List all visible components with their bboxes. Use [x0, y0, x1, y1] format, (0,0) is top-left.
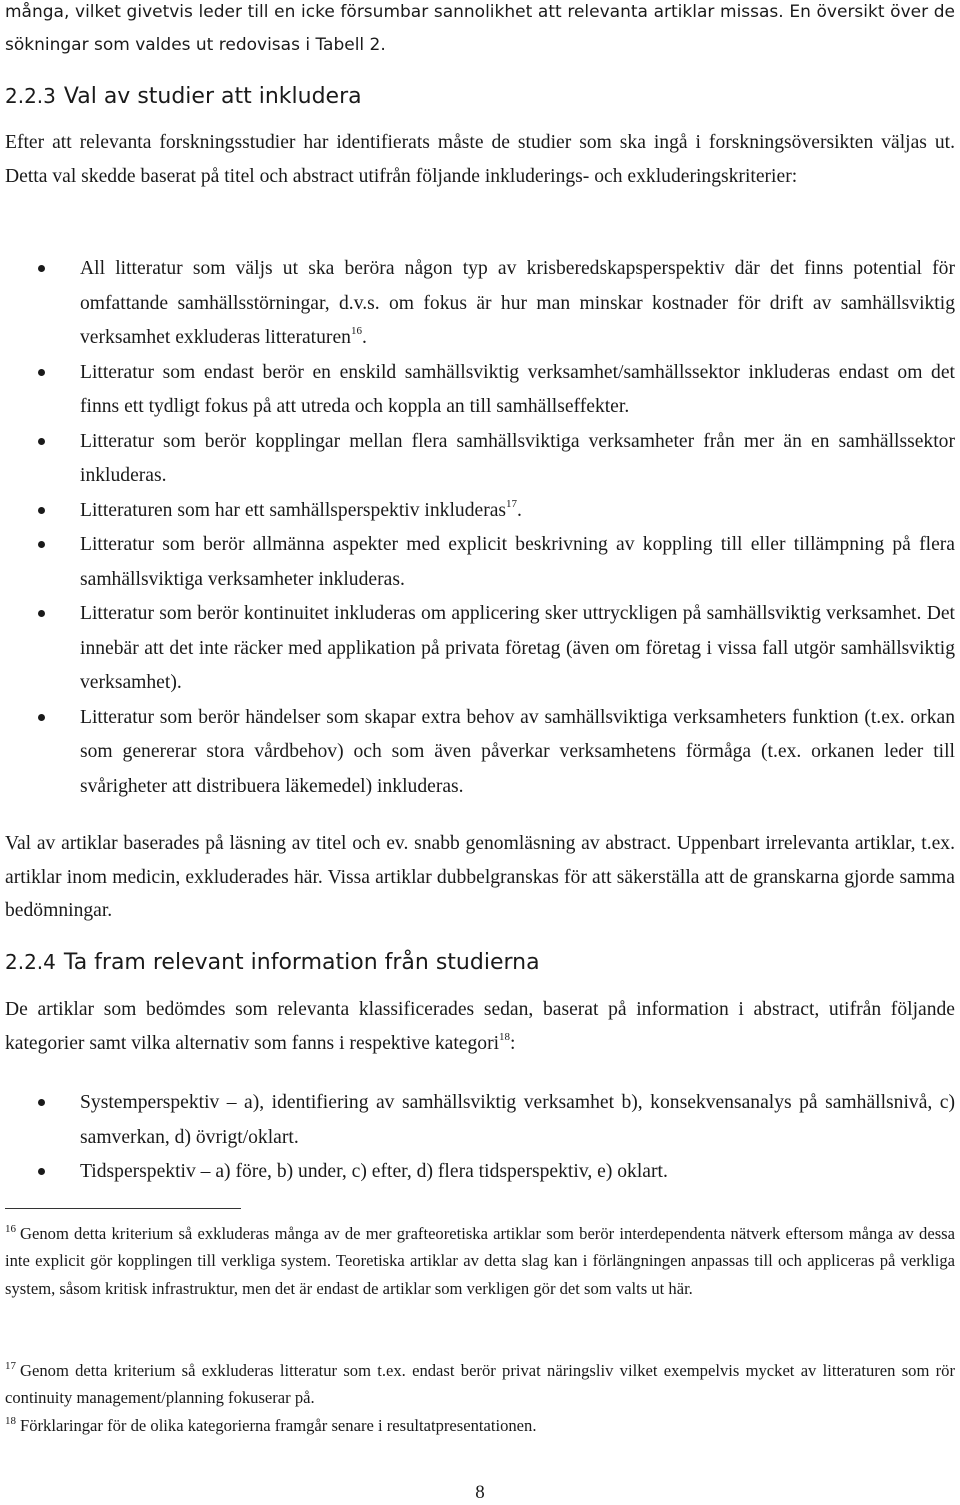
footnote-ref[interactable]: 18	[499, 1030, 511, 1043]
bullet-icon	[38, 541, 45, 548]
list-item	[0, 597, 960, 701]
list-item-tail: .	[517, 499, 522, 521]
bullet-icon	[38, 610, 45, 617]
list-item	[0, 425, 960, 494]
list-item-text: All litteratur som väljs ut ska beröra någon typ av krisberedskapsperspektiv där det finns potential för omfattande samhällsstörningar, d.v.s. om fokus är hur man minskar kostnader för drift av samhällsviktig verksamhet exkluderas litteraturen	[80, 258, 955, 348]
list-item-text: Systemperspektiv – a), identifiering av samhällsviktig verksamhet b), konsekvensanalys på samhällsnivå, c) samverkan, d) övrigt/oklart.	[80, 1092, 955, 1148]
bullet-icon	[38, 1168, 45, 1175]
paragraph-text: Efter att relevanta forskningsstudier har identifierats måste de studier som ska ingå i forskningsöversikten väljas ut. Detta val skedde baserat på titel och abstract utifrån följande inkluderings- och exkluderingskriterier:	[5, 132, 955, 187]
bullet-icon	[38, 1099, 45, 1106]
footnote-text: Förklaringar för de olika kategorierna framgår senare i resultatpresentationen.	[20, 1416, 537, 1435]
bullet-icon	[38, 438, 45, 445]
page-number: 8	[475, 1482, 485, 1503]
criteria-list	[0, 252, 960, 804]
footnote-number: 16	[5, 1223, 16, 1235]
bullet-icon	[38, 507, 45, 514]
intro-paragraph: många, vilket givetvis leder till en icke försumbar sannolikhet att relevanta artiklar missas. En översikt över de sökningar som valdes ut redovisas i Tabell 2.	[5, 2, 955, 55]
footnote-16	[5, 1220, 955, 1302]
section-2-2-3-intro	[5, 126, 955, 193]
section-heading-2-2-3	[5, 84, 362, 109]
footnote-number: 17	[5, 1360, 16, 1372]
list-item	[0, 1086, 960, 1155]
footnote-text: Genom detta kriterium så exkluderas många av de mer grafteoretiska artiklar som berör interdependenta nätverk eftersom många av dessa inte explicit gör kopplingen till verkliga system. Teoretiska artiklar av detta slag kan i förlängningen anpassas till och appliceras på verkliga system, såsom kritisk infrastruktur, men det är endast de artiklar som verkligen gör det som valts ut här.	[5, 1224, 955, 1298]
list-item	[0, 528, 960, 597]
footnote-separator	[5, 1208, 241, 1209]
list-item	[0, 356, 960, 425]
list-item-tail: .	[361, 327, 367, 348]
list-item-text: Litteratur som berör händelser som skapar extra behov av samhällsviktiga verksamheters funktion (t.ex. orkan som genererar stora vårdbehov) och som även påverkar verksamhetens förmåga (t.ex. orkanen leder till svårigheter att distribuera läkemedel) inkluderas.	[80, 706, 955, 797]
footnote-text: Genom detta kriterium så exkluderas litteratur som t.ex. endast berör privat näringsliv vilket exempelvis mycket av litteraturen som rör continuity management/planning fokuserar på.	[5, 1361, 955, 1408]
bullet-icon	[38, 714, 45, 721]
footnote-ref[interactable]: 17	[506, 497, 518, 510]
footnote-number: 18	[5, 1415, 16, 1427]
section-2-2-3-closing: Val av artiklar baserades på läsning av titel och ev. snabb genomläsning av abstract. Uppenbart irrelevanta artiklar, t.ex. artiklar inom medicin, exkluderades här. Vissa artiklar dubbelgranskas för att säkerställa att de granskarna gjorde samma bedömningar.	[5, 833, 955, 921]
footnote-18	[5, 1412, 955, 1439]
bullet-icon	[38, 369, 45, 376]
section-title: Val av studier att inkludera	[63, 84, 362, 109]
list-item	[0, 494, 960, 529]
list-item	[0, 252, 960, 356]
bullet-icon	[38, 265, 45, 272]
footnote-ref[interactable]: 16	[350, 325, 362, 337]
footnote-17	[5, 1357, 955, 1412]
list-item-text: Litteratur som endast berör en enskild samhällsviktig verksamhet/samhällssektor inkluderas endast om det finns ett tydligt fokus på att utreda och koppla an till samhällseffekter.	[80, 361, 955, 417]
section-number: 2.2.3	[5, 84, 56, 108]
paragraph-tail: :	[510, 1032, 516, 1054]
list-item	[0, 701, 960, 805]
list-item-text: Tidsperspektiv – a) före, b) under, c) efter, d) flera tidsperspektiv, e) oklart.	[80, 1161, 668, 1182]
section-2-2-4-intro	[5, 993, 955, 1060]
list-item-text: Litteraturen som har ett samhällsperspektiv inkluderas	[80, 499, 507, 521]
categories-list	[0, 1086, 960, 1190]
section-title: Ta fram relevant information från studierna	[63, 950, 540, 975]
paragraph-text: De artiklar som bedömdes som relevanta klassificerades sedan, baserat på information i abstract, utifrån följande kategorier samt vilka alternativ som fanns i respektive kategori	[5, 999, 955, 1054]
list-item-text: Litteratur som berör kopplingar mellan flera samhällsviktiga verksamheter från mer än en samhällssektor inkluderas.	[80, 430, 955, 486]
list-item-text: Litteratur som berör kontinuitet inkluderas om applicering sker uttryckligen på samhällsviktig verksamhet. Det innebär att det inte räcker med applikation på privata företag (även om företag i vissa fall utgör samhällsviktig verksamhet).	[80, 603, 955, 693]
list-item	[0, 1155, 960, 1190]
section-heading-2-2-4	[5, 950, 540, 975]
section-number: 2.2.4	[5, 950, 56, 974]
list-item-text: Litteratur som berör allmänna aspekter med explicit beskrivning av koppling till eller tillämpning på flera samhällsviktiga verksamheter inkluderas.	[80, 534, 955, 590]
